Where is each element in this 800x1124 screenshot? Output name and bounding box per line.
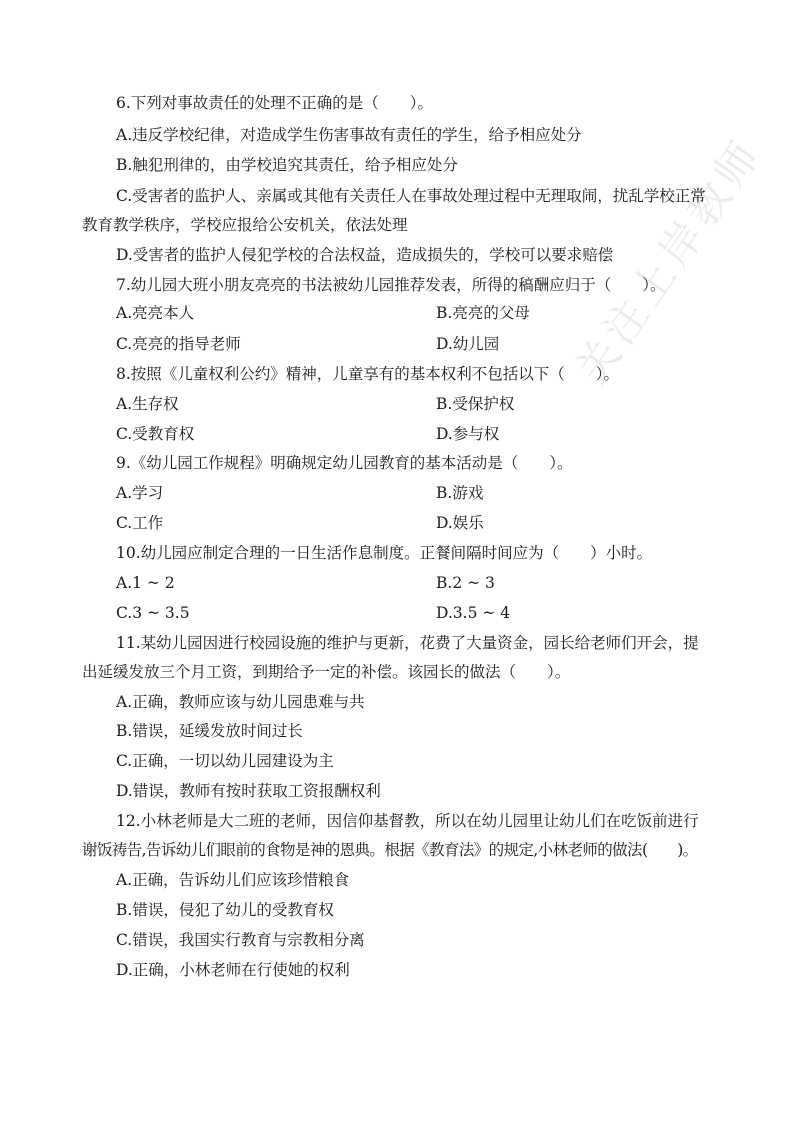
question-9-option-c: C.工作: [116, 514, 164, 532]
question-11-stem-cont: 出延缓发放三个月工资，到期给予一定的补偿。该园长的做法（ ）。: [82, 663, 571, 681]
question-12-stem: 12.小林老师是大二班的老师，因信仰基督教，所以在幼儿园里让幼儿们在吃饭前进行: [116, 812, 699, 830]
question-7-option-a: A.亮亮本人: [116, 304, 195, 322]
question-12-option-d: D.正确，小林老师在行使她的权利: [116, 961, 350, 979]
question-11-option-b: B.错误，延缓发放时间过长: [116, 722, 303, 740]
question-11-option-d: D.错误，教师有按时获取工资报酬权利: [116, 782, 381, 800]
question-12-stem-cont: 谢饭祷告,告诉幼儿们眼前的食物是神的恩典。根据《教育法》的规定,小林老师的做法( )。: [82, 841, 698, 859]
question-12-option-a: A.正确，告诉幼儿们应该珍惜粮食: [116, 871, 350, 889]
question-7-option-c: C.亮亮的指导老师: [116, 335, 241, 353]
question-6-option-c: C.受害者的监护人、亲属或其他有关责任人在事故处理过程中无理取闹，扰乱学校正常: [116, 187, 706, 205]
watermark: 关注上岸教师: [566, 128, 772, 393]
question-7-option-d: D.幼儿园: [436, 335, 500, 353]
question-10-option-d: D.3.5 ~ 4: [436, 604, 511, 622]
question-8-option-a: A.生存权: [116, 395, 179, 413]
question-10-stem: 10.幼儿园应制定合理的一日生活作息制度。正餐间隔时间应为（ ）小时。: [116, 544, 653, 562]
question-7-option-b: B.亮亮的父母: [436, 304, 530, 322]
question-6-option-c-cont: 教育教学秩序，学校应报给公安机关，依法处理: [82, 216, 408, 234]
question-10-option-a: A.1 ~ 2: [116, 574, 175, 592]
question-8-option-c: C.受教育权: [116, 425, 195, 443]
question-9-option-a: A.学习: [116, 484, 164, 502]
question-6-option-b: B.触犯刑律的，由学校追究其责任，给予相应处分: [116, 156, 458, 174]
question-12-option-b: B.错误，侵犯了幼儿的受教育权: [116, 901, 334, 919]
question-7-stem: 7.幼儿园大班小朋友亮亮的书法被幼儿园推荐发表，所得的稿酬应归于（ ）。: [116, 276, 666, 294]
question-11-stem: 11.某幼儿园因进行校园设施的维护与更新，花费了大量资金，园长给老师们开会，提: [116, 634, 699, 652]
question-6-option-a: A.违反学校纪律，对造成学生伤害事故有责任的学生，给予相应处分: [116, 126, 582, 144]
question-6-stem: 6.下列对事故责任的处理不正确的是（ ）。: [116, 94, 434, 112]
question-9-option-b: B.游戏: [436, 484, 484, 502]
question-8-stem: 8.按照《儿童权利公约》精神，儿童享有的基本权利不包括以下（ ）。: [116, 365, 620, 383]
question-6-option-d: D.受害者的监护人侵犯学校的合法权益，造成损失的，学校可以要求赔偿: [116, 246, 614, 264]
question-11-option-a: A.正确，教师应该与幼儿园患难与共: [116, 693, 365, 711]
question-8-option-b: B.受保护权: [436, 395, 515, 413]
question-10-option-c: C.3 ~ 3.5: [116, 604, 190, 622]
question-11-option-c: C.正确，一切以幼儿园建设为主: [116, 752, 334, 770]
question-8-option-d: D.参与权: [436, 425, 500, 443]
question-12-option-c: C.错误，我国实行教育与宗教相分离: [116, 931, 365, 949]
question-9-option-d: D.娱乐: [436, 514, 484, 532]
question-9-stem: 9.《幼儿园工作规程》明确规定幼儿园教育的基本活动是（ ）。: [116, 454, 573, 472]
question-10-option-b: B.2 ~ 3: [436, 574, 495, 592]
